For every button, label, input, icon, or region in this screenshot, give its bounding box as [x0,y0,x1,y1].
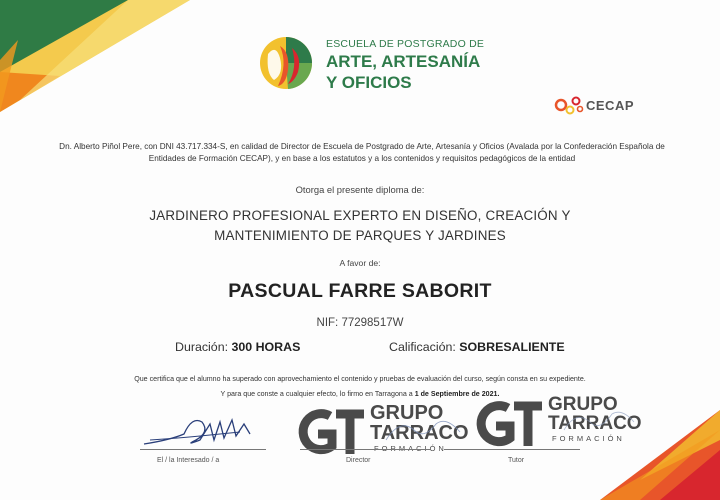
stamp-word-tarraco: TARRACO [548,413,642,434]
course-title-line1: JARDINERO PROFESIONAL EXPERTO EN DISEÑO, CREACIÓN Y [149,208,571,223]
school-logo [258,34,320,90]
stamp-word-grupo: GRUPO [370,402,444,424]
tutor-signature-label: Tutor [508,457,525,464]
stamp-word-formacion: FORMACIÓN [374,444,447,453]
gt-logo-icon [296,406,366,458]
place-text: Y para que conste a cualquier efecto, lo firmo en Tarragona a [220,390,413,398]
otorga-text: Otorga el presente diploma de: [295,184,425,195]
nif-label: NIF: [316,317,339,329]
grade-value: SOBRESALIENTE [459,340,565,354]
tutor-signature-line [444,449,580,450]
course-title [0,206,720,246]
tutor-signature [560,404,640,440]
school-title-line1: ESCUELA DE POSTGRADO DE [326,38,485,50]
issue-date: 1 de Septiembre de 2021. [414,390,500,398]
certify-text: Que certifica que el alumno ha superado con aprovechamiento el contenido y pruebas de evaluación del curso, según consta en su expediente. [134,375,586,383]
grade-label: Calificación: [389,340,456,354]
grade [389,340,565,354]
student-signature-line [140,449,266,450]
school-title-line3: Y OFICIOS [326,73,412,92]
student-signature [140,410,260,452]
school-title-line2: ARTE, ARTESANÍA [326,52,481,71]
stamp-word-formacion: FORMACIÓN [552,434,625,443]
nif-value: 77298517W [341,317,404,329]
director-signature-line [300,449,430,450]
recipient-name: PASCUAL FARRE SABORIT [228,280,492,302]
stamp-word-tarraco: TARRACO [370,422,469,444]
course-title-line2: MANTENIMIENTO DE PARQUES Y JARDINES [214,228,506,243]
duration-value: 300 HORAS [231,340,301,354]
gt-logo-icon [474,398,544,450]
recipient-nif [0,317,720,329]
favor-text: A favor de: [339,258,381,268]
duration-label: Duración: [175,340,229,354]
duration [175,340,300,354]
school-title [326,38,484,92]
stamp-word-grupo: GRUPO [548,394,618,415]
cecap-logo-text: CECAP [586,98,635,113]
student-signature-label: El / la Interesado / a [157,457,220,464]
director-signature-label: Director [346,457,371,464]
intro-text: Dn. Alberto Piñol Pere, con DNI 43.717.334-S, en calidad de Director de Escuela de Postgrado de Arte, Artesanía y Oficios (Avalada por la Confederación Española de Entidades de Formación CECAP), y en base a los estatutos y a los contenidos y requisitos pedagógicos de la entidad [59,142,665,163]
director-signature [380,410,470,450]
cecap-icon [554,96,584,116]
